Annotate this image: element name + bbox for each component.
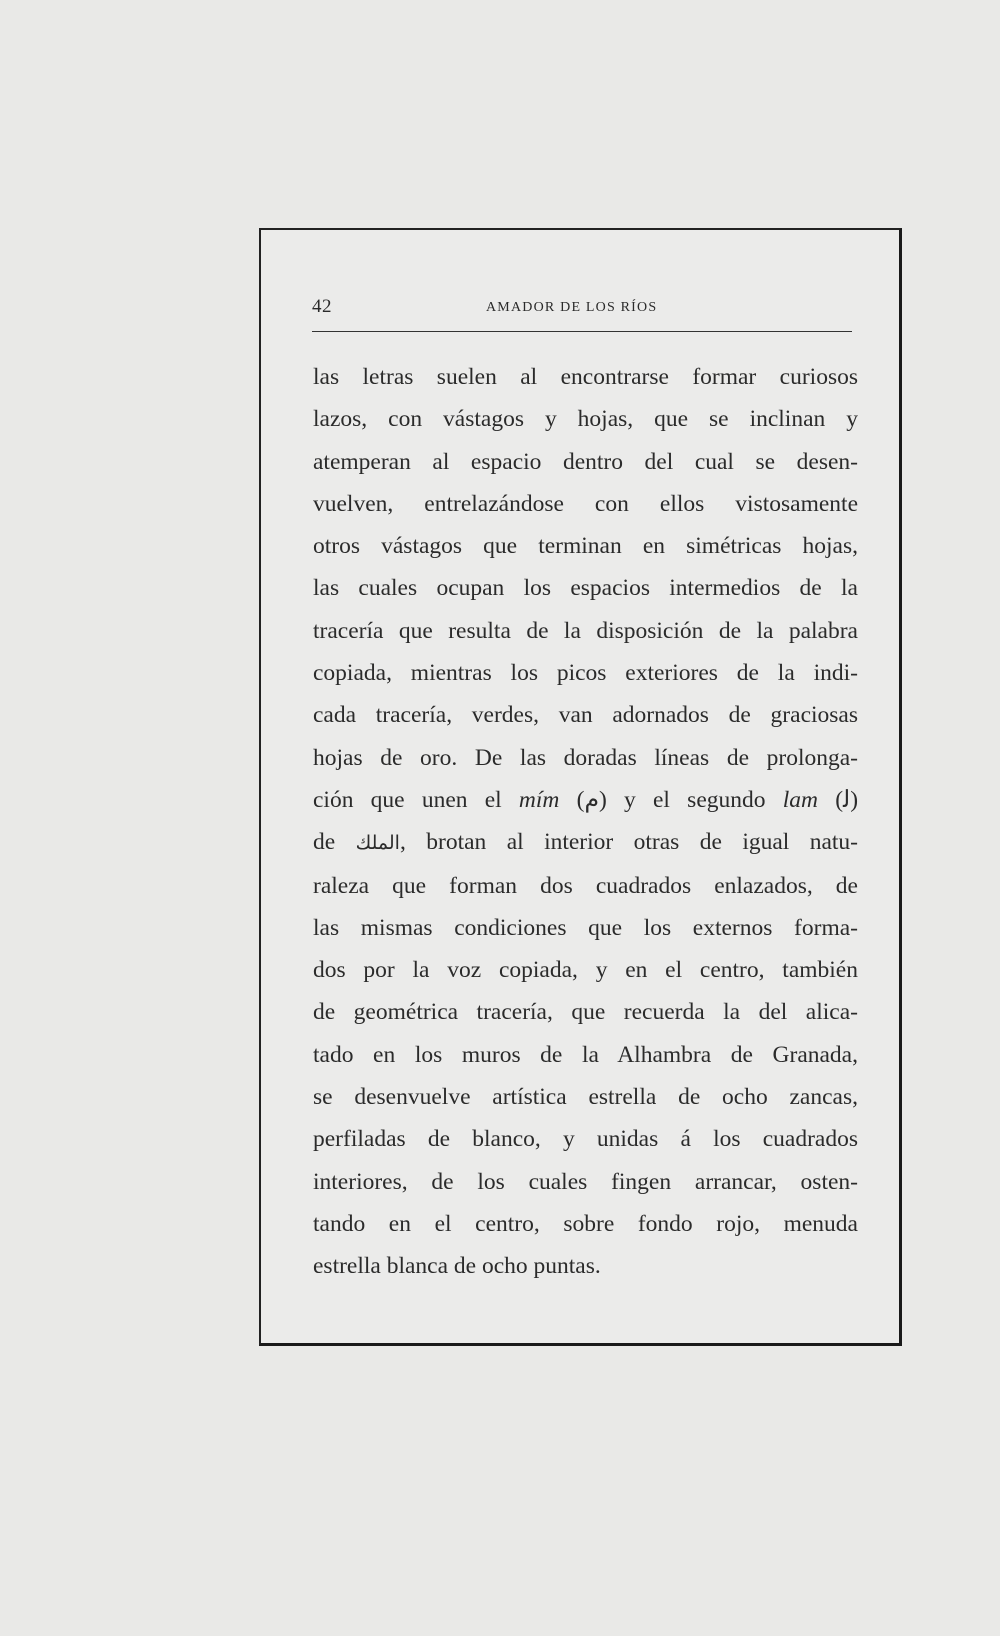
text-line: tracería que resulta de la disposición de la palabra — [313, 617, 858, 644]
text-line: atemperan al espacio dentro del cual se desen- — [313, 448, 858, 475]
text-line: vuelven, entrelazándose con ellos vistosamente — [313, 490, 858, 517]
text-line: copiada, mientras los picos exteriores de la indi- — [313, 660, 858, 687]
line-11-text-b: (م) y el segundo — [576, 786, 766, 813]
arabic-word: الملك — [355, 832, 400, 855]
text-line: perfiladas de blanco, y unidas á los cuadrados — [313, 1126, 858, 1153]
text-line: de geométrica tracería, que recuerda la del alica- — [313, 999, 858, 1026]
text-line-last: estrella blanca de ocho puntas. — [313, 1253, 601, 1280]
body-text — [313, 356, 858, 1288]
text-line: tado en los muros de la Alhambra de Granada, — [313, 1041, 858, 1068]
text-line-11 — [313, 779, 858, 821]
text-line: tando en el centro, sobre fondo rojo, menuda — [313, 1210, 858, 1237]
text-line: dos por la voz copiada, y en el centro, también — [313, 957, 858, 984]
line-12-text-a: de — [313, 829, 336, 856]
mim-term: mím — [518, 786, 560, 813]
running-head — [312, 296, 852, 332]
text-line: las letras suelen al encontrarse formar curiosos — [313, 364, 858, 390]
text-line: cada tracería, verdes, van adornados de graciosas — [313, 702, 858, 729]
line-11-text-c: (ﻟ) — [835, 786, 859, 813]
running-title: AMADOR DE LOS RÍOS — [486, 300, 658, 315]
text-line-12 — [313, 821, 858, 864]
lam-term: lam — [782, 786, 818, 813]
text-line: raleza que forman dos cuadrados enlazados, de — [313, 872, 858, 899]
page-number: 42 — [312, 296, 332, 317]
text-line: las cuales ocupan los espacios intermedios de la — [313, 575, 858, 602]
text-line: lazos, con vástagos y hojas, que se inclinan y — [313, 406, 858, 433]
line-11-text-a: ción que unen el — [313, 786, 502, 813]
text-line: se desenvuelve artística estrella de ocho zancas, — [313, 1084, 858, 1111]
text-line: las mismas condiciones que los externos forma- — [313, 914, 858, 941]
text-line: interiores, de los cuales fingen arrancar, osten- — [313, 1168, 858, 1195]
text-line: otros vástagos que terminan en simétricas hojas, — [313, 533, 858, 560]
line-12-text-b: , brotan al interior otras de igual natu- — [399, 829, 858, 856]
text-line: hojas de oro. De las doradas líneas de prolonga- — [313, 744, 858, 771]
